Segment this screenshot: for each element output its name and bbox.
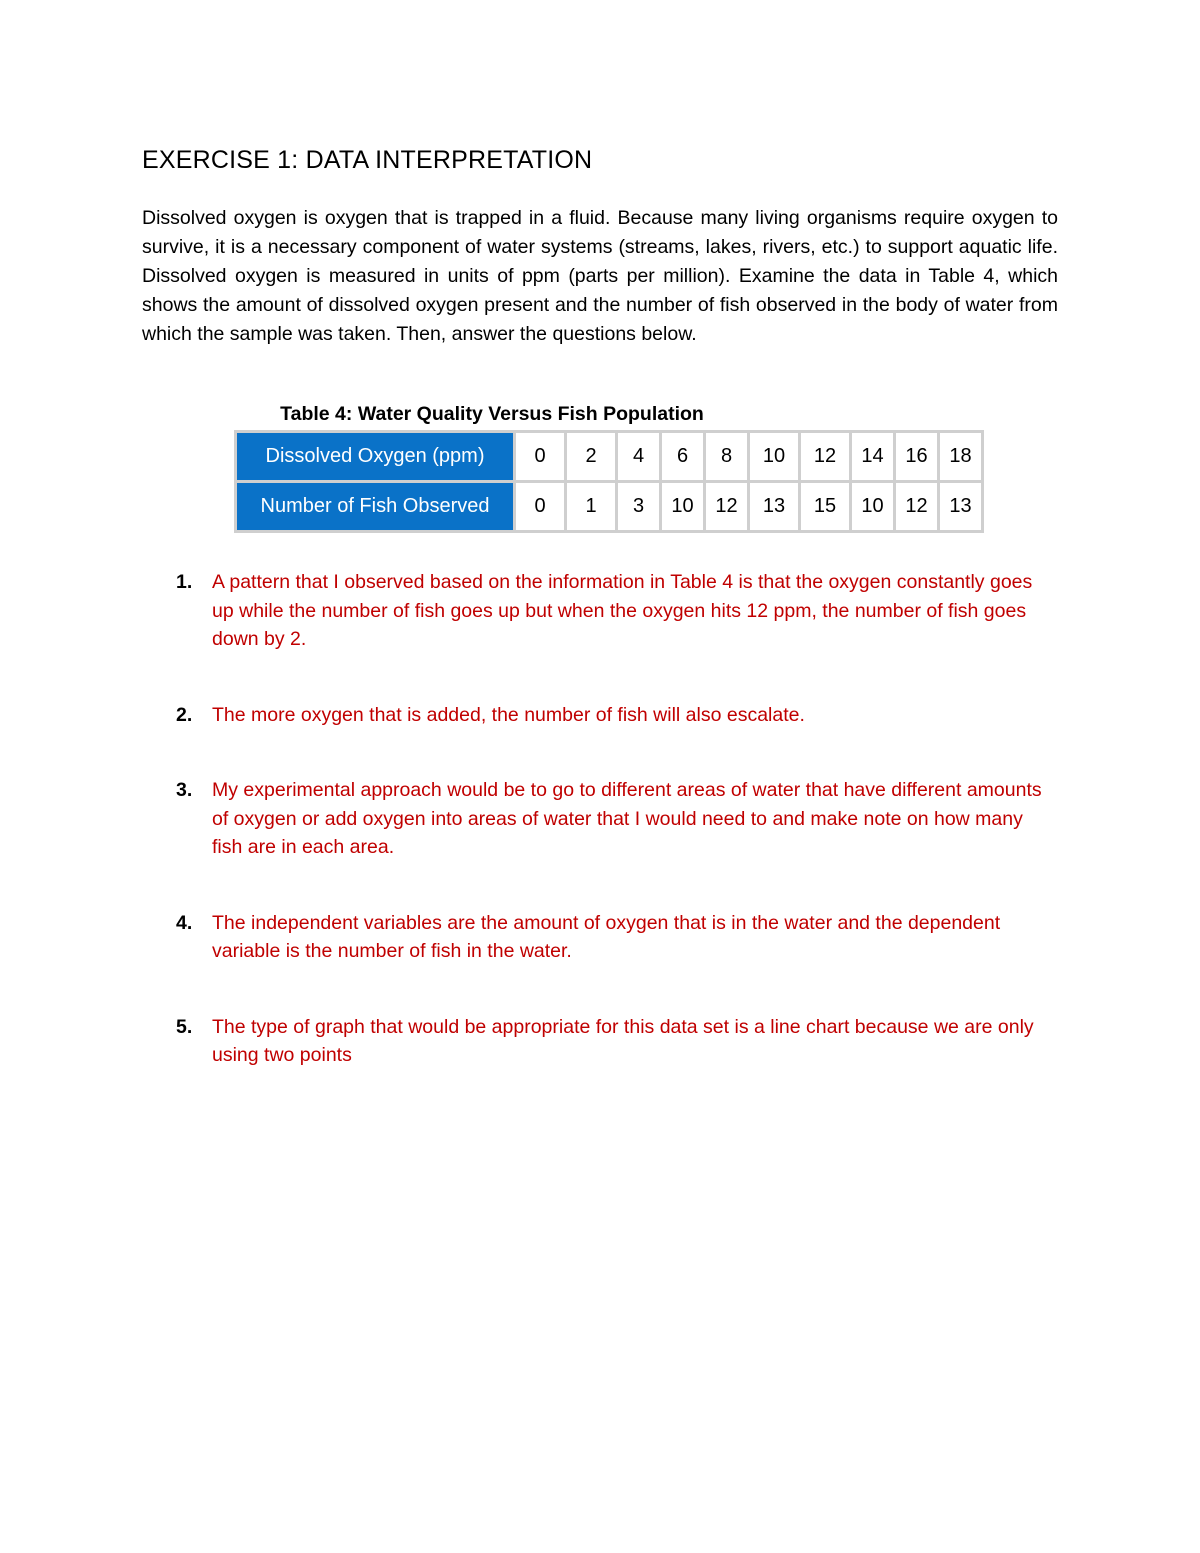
answer-item bbox=[142, 568, 1058, 654]
table-cell: 8 bbox=[705, 432, 749, 482]
answer-text: The independent variables are the amount of oxygen that is in the water and the dependent variable is the number of fish in the water. bbox=[212, 911, 1001, 962]
table-cell: 13 bbox=[939, 482, 983, 532]
exercise-heading: EXERCISE 1: DATA INTERPRETATION bbox=[142, 146, 593, 174]
table-cell: 2 bbox=[566, 432, 617, 482]
table-cell: 10 bbox=[851, 482, 895, 532]
answer-number: 2. bbox=[176, 703, 193, 726]
answer-text: The type of graph that would be appropriate for this data set is a line chart because we are only using two points bbox=[212, 1015, 1034, 1066]
table-cell: 4 bbox=[617, 432, 661, 482]
table-cell: 3 bbox=[617, 482, 661, 532]
table-cell: 15 bbox=[800, 482, 851, 532]
answer-number: 1. bbox=[176, 571, 193, 593]
answer-text: A pattern that I observed based on the information in Table 4 is that the oxygen constantly goes up while the number of fish goes up but when the oxygen hits 12 ppm, the number of fish goes down by 2. bbox=[212, 571, 1033, 650]
table-cell: 16 bbox=[895, 432, 939, 482]
table-header-fish-observed: Number of Fish Observed bbox=[236, 482, 515, 532]
answer-number: 3. bbox=[176, 779, 193, 801]
table-row-fish-observed bbox=[236, 482, 983, 532]
table-cell: 13 bbox=[749, 482, 800, 532]
table-cell: 12 bbox=[895, 482, 939, 532]
table-cell: 18 bbox=[939, 432, 983, 482]
answer-item bbox=[142, 909, 1058, 966]
table-cell: 10 bbox=[749, 432, 800, 482]
table-cell: 6 bbox=[661, 432, 705, 482]
answer-list bbox=[142, 568, 1058, 1070]
table-cell: 0 bbox=[515, 432, 566, 482]
table-header-dissolved-oxygen: Dissolved Oxygen (ppm) bbox=[236, 432, 515, 482]
intro-paragraph: Dissolved oxygen is oxygen that is trapped in a fluid. Because many living organisms require oxygen to survive, it is a necessary component of water systems (streams, lakes, rivers, etc.) to support aquatic life. Dissolved oxygen is measured in units of ppm (parts per million). Examine the data in Table 4, which shows the amount of dissolved oxygen present and the number of fish observed in the body of water from which the sample was taken. Then, answer the questions below. bbox=[142, 207, 1058, 345]
answer-item bbox=[142, 776, 1058, 862]
table-cell: 1 bbox=[566, 482, 617, 532]
table-cell: 12 bbox=[800, 432, 851, 482]
answer-text: The more oxygen that is added, the number of fish will also escalate. bbox=[212, 703, 805, 726]
table-row-dissolved-oxygen bbox=[236, 432, 983, 482]
data-table bbox=[234, 430, 984, 533]
answer-number: 4. bbox=[176, 911, 193, 934]
answer-number: 5. bbox=[176, 1015, 193, 1038]
table-caption: Table 4: Water Quality Versus Fish Population bbox=[280, 403, 704, 425]
table-cell: 14 bbox=[851, 432, 895, 482]
table-cell: 0 bbox=[515, 482, 566, 532]
answer-text: My experimental approach would be to go to different areas of water that have different amounts of oxygen or add oxygen into areas of water that I would need to and make note on how many fish are in each area. bbox=[212, 779, 1042, 858]
table-cell: 10 bbox=[661, 482, 705, 532]
answer-item bbox=[142, 1013, 1058, 1070]
table-cell: 12 bbox=[705, 482, 749, 532]
answer-item bbox=[142, 701, 1058, 730]
